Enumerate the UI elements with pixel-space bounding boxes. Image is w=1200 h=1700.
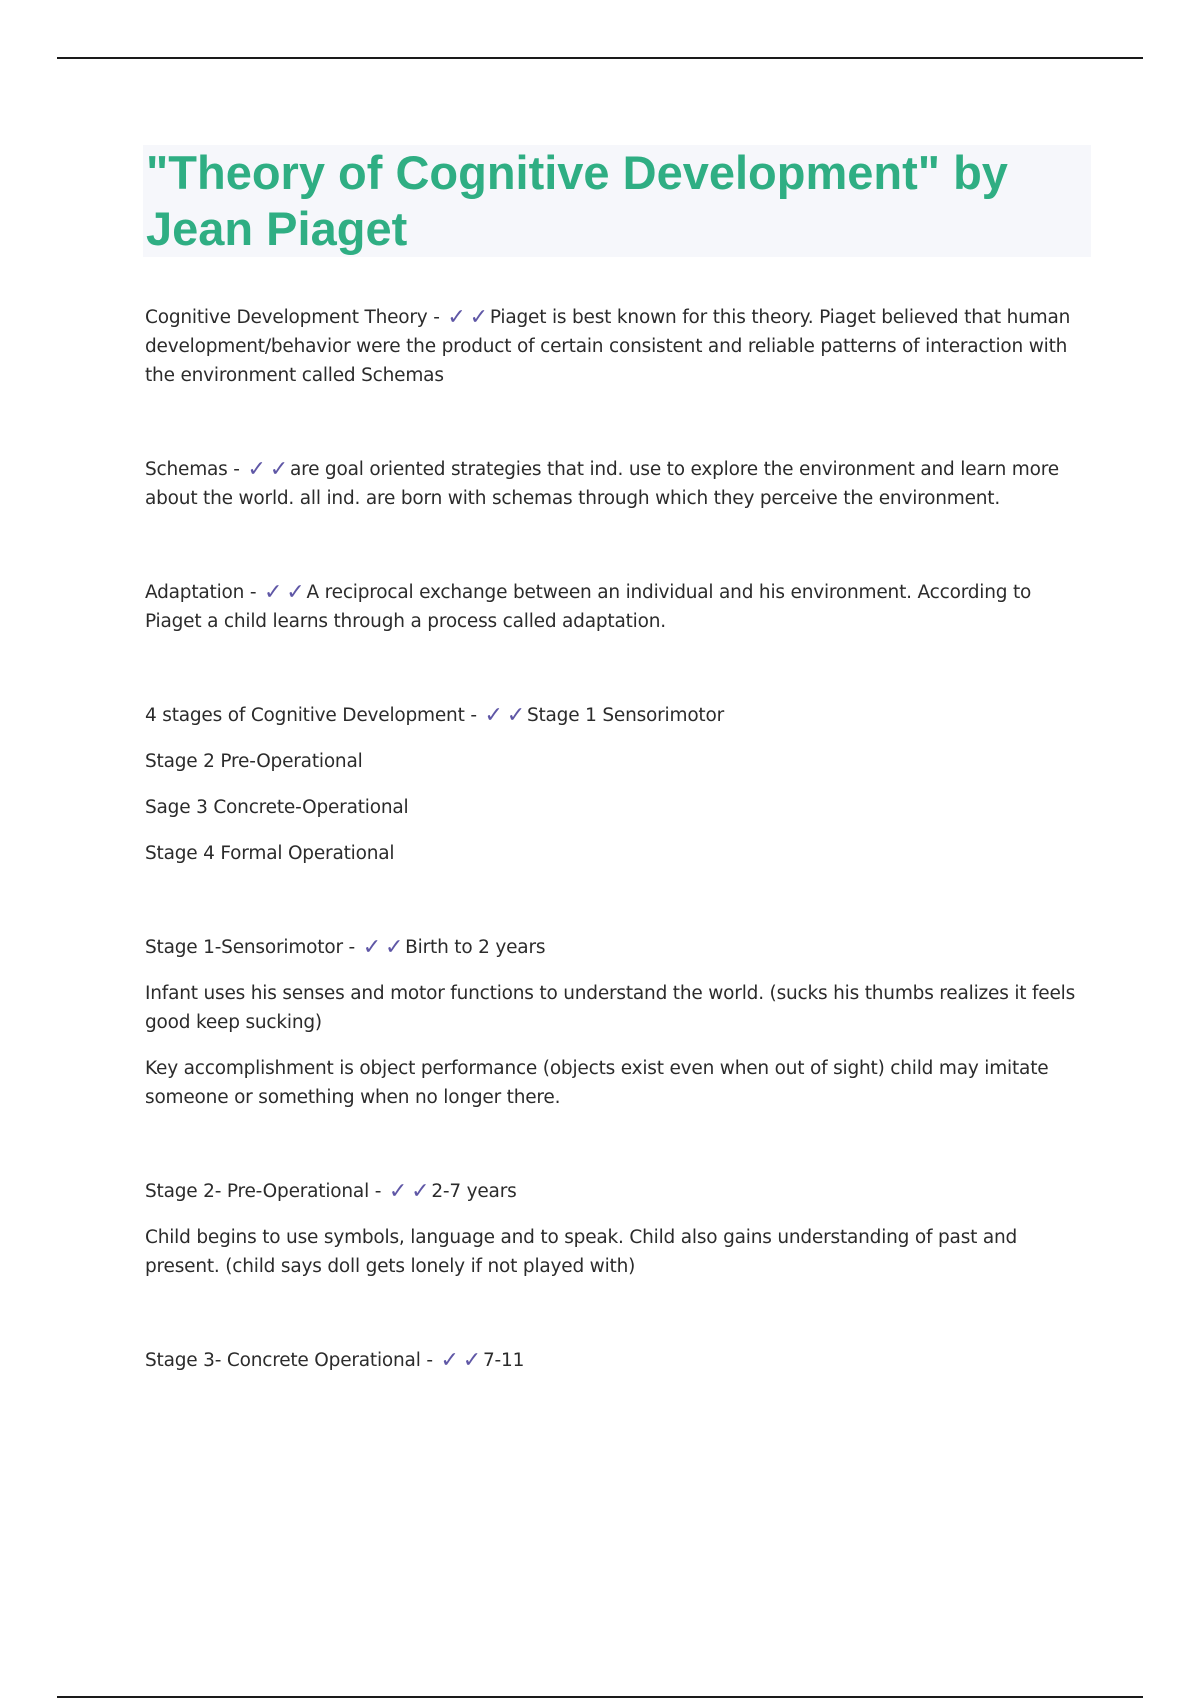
entry-extra-line: Infant uses his senses and motor functions to understand the world. (sucks his thumbs realizes it feels good keep sucking) <box>145 983 1076 1033</box>
entry-term: 4 stages of Cognitive Development <box>145 705 465 726</box>
entry-answer: A reciprocal exchange between an individual and his environment. According to Piaget a child learns through a process called adaptation. <box>145 582 1032 632</box>
document-title <box>143 145 1091 257</box>
entry-main-line <box>145 1346 1080 1375</box>
entry-answer: 2-7 years <box>431 1181 517 1202</box>
flashcard-entry <box>145 1346 1080 1375</box>
check-icon: ✓ <box>247 457 266 482</box>
entry-answer: Piaget is best known for this theory. Piaget believed that human development/behavior were the product of certain consistent and reliable patterns of interaction with the environment called Schemas <box>145 307 1071 386</box>
check-icon: ✓ <box>462 1348 481 1373</box>
check-icon: ✓ <box>384 935 404 960</box>
check-icon: ✓ <box>411 1179 430 1204</box>
check-icon: ✓ <box>440 1348 459 1373</box>
entry-answer: are goal oriented strategies that ind. use to explore the environment and learn more about the world. all ind. are born with schemas through which they perceive the environment. <box>145 459 1059 509</box>
entry-term: Stage 2- Pre-Operational <box>145 1181 370 1202</box>
entry-main-line <box>145 1177 1080 1206</box>
entry-term: Stage 1-Sensorimotor <box>145 937 343 958</box>
entry-extra-line: Stage 2 Pre-Operational <box>145 751 363 772</box>
title-line-1: "Theory of Cognitive Development" by <box>146 146 1008 199</box>
entry-answer: 7-11 <box>482 1350 525 1371</box>
check-icon: ✓ <box>506 703 525 728</box>
entry-extra-line: Key accomplishment is object performance (objects exist even when out of sight) child may imitate someone or something when no longer there. <box>145 1058 1049 1108</box>
check-icon: ✓ <box>388 1179 408 1204</box>
flashcard-entry <box>145 303 1080 390</box>
entry-main-line <box>145 578 1080 636</box>
term-separator: - <box>342 937 361 958</box>
term-separator: - <box>244 582 263 603</box>
flashcard-entry <box>145 1177 1080 1281</box>
term-separator: - <box>369 1181 387 1202</box>
entry-main-line <box>145 933 1080 962</box>
flashcard-list <box>145 303 1080 1375</box>
entry-extra-line: Child begins to use symbols, language and to speak. Child also gains understanding of past and present. (child says doll gets lonely if not played with) <box>145 1227 1018 1277</box>
entry-main-line <box>145 303 1080 390</box>
title-line-2: Jean Piaget <box>146 202 408 255</box>
entry-term: Adaptation <box>145 582 245 603</box>
bottom-rule <box>57 1696 1143 1698</box>
entry-answer: Stage 1 Sensorimotor <box>526 705 725 726</box>
entry-term: Cognitive Development Theory <box>145 307 428 328</box>
flashcard-entry <box>145 455 1080 513</box>
flashcard-entry <box>145 701 1080 868</box>
entry-term: Stage 3- Concrete Operational <box>145 1350 421 1371</box>
check-icon: ✓ <box>469 305 488 330</box>
top-rule <box>57 57 1143 59</box>
flashcard-entry <box>145 578 1080 636</box>
check-icon: ✓ <box>264 580 283 605</box>
entry-main-line <box>145 701 1080 730</box>
entry-answer: Birth to 2 years <box>405 937 546 958</box>
title-block <box>143 145 1091 257</box>
check-icon: ✓ <box>447 305 466 330</box>
entry-main-line <box>145 455 1080 513</box>
entry-extra-line: Stage 4 Formal Operational <box>145 843 395 864</box>
entry-extra-line: Sage 3 Concrete-Operational <box>145 797 409 818</box>
check-icon: ✓ <box>286 580 305 605</box>
term-separator: - <box>464 705 483 726</box>
flashcard-entry <box>145 933 1080 1112</box>
term-separator: - <box>227 459 246 480</box>
term-separator: - <box>427 307 446 328</box>
entry-term: Schemas <box>145 459 228 480</box>
check-icon: ✓ <box>269 457 288 482</box>
check-icon: ✓ <box>484 703 503 728</box>
check-icon: ✓ <box>362 935 381 960</box>
term-separator: - <box>420 1350 439 1371</box>
